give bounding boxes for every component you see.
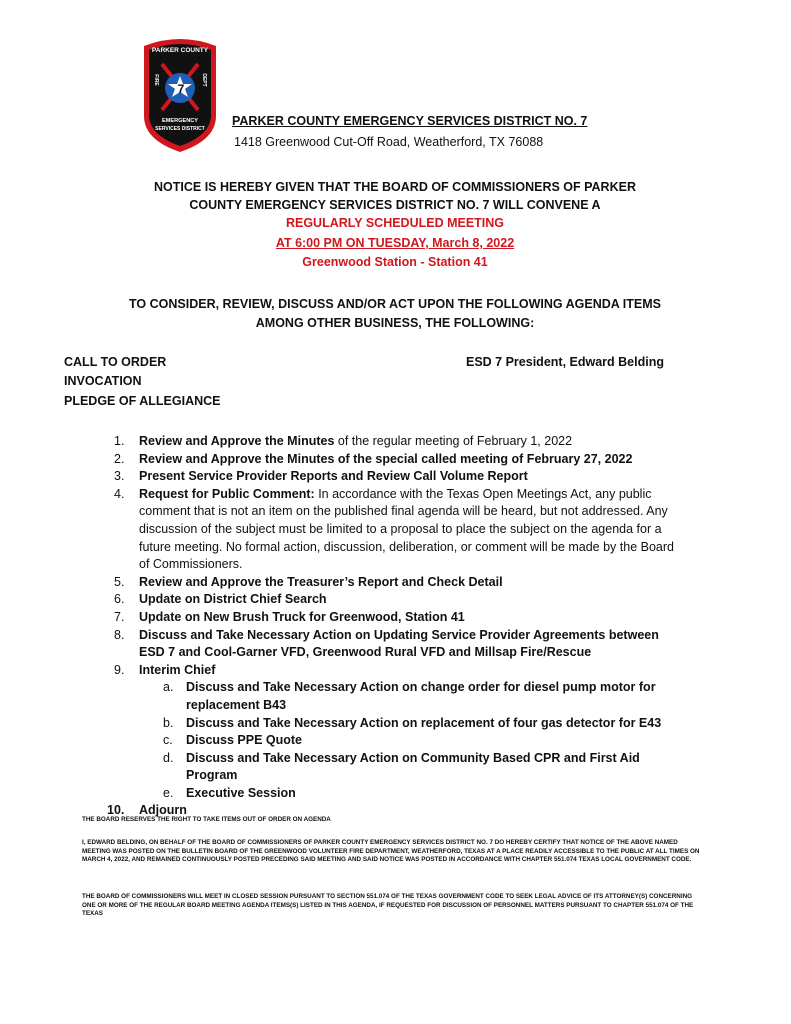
consider-line-1: TO CONSIDER, REVIEW, DISCUSS AND/OR ACT UPON THE FOLLOWING AGENDA ITEMS (129, 297, 661, 311)
logo-bottom-line2: SERVICES DISTRICT (155, 126, 205, 132)
pledge-of-allegiance: PLEDGE OF ALLEGIANCE (64, 394, 221, 408)
sub-item: c. Discuss PPE Quote (163, 733, 303, 748)
agenda-item: 5. Review and Approve the Treasurer’s Report and Check Detail (114, 574, 503, 589)
agenda-item: 8. Discuss and Take Necessary Action on Updating Service Provider Agreements between ESD 7 and Cool-Garner VFD, Greenwood Rural VFD and Millsap Fire/Rescue (114, 627, 659, 660)
sub-item: b. Discuss and Take Necessary Action on replacement of four gas detector for E43 (163, 715, 662, 730)
reserve-right-notice: THE BOARD RESERVES THE RIGHT TO TAKE ITEMS OUT OF ORDER ON AGENDA (82, 816, 331, 823)
closed-session-notice: THE BOARD OF COMMISSIONERS WILL MEET IN CLOSED SESSION PURSUANT TO SECTION 551.074 OF THE TEXAS GOVERNMENT CODE TO SEEK LEGAL ADVICE OF ITS ATTORNEY(S) CONCERNING ONE OR MORE OF THE REGULAR BOARD MEETING AGENDA ITEMS(S) LISTED IN THIS AGENDA, IF REQUESTED FOR DISCUSSION OF PERSONNEL MATTERS PURSUANT TO CHAPTER 551.074 OF THE TEXAS (82, 893, 694, 918)
sub-item: a. Discuss and Take Necessary Action on change order for diesel pump motor for replacement B43 (163, 680, 656, 712)
logo-number: 7 (177, 82, 185, 96)
notice-line-1: NOTICE IS HEREBY GIVEN THAT THE BOARD OF COMMISSIONERS OF PARKER (154, 180, 636, 194)
presiding-officer: ESD 7 President, Edward Belding (466, 355, 664, 369)
agenda-item: 1. Review and Approve the Minutes of the regular meeting of February 1, 2022 (114, 434, 573, 448)
agenda-item-adjourn: 10. Adjourn (107, 803, 187, 818)
interim-chief-sublist (139, 679, 674, 802)
esd7-logo (140, 36, 220, 154)
consider-line-2: AMONG OTHER BUSINESS, THE FOLLOWING: (255, 316, 535, 330)
agenda-item: 7. Update on New Brush Truck for Greenwood, Station 41 (114, 609, 465, 624)
district-address: 1418 Greenwood Cut-Off Road, Weatherford, TX 76088 (234, 135, 544, 149)
meeting-location: Greenwood Station - Station 41 (302, 255, 488, 269)
sub-item: d. Discuss and Take Necessary Action on Community Based CPR and First Aid Program (163, 750, 640, 783)
sub-item: e. Executive Session (163, 785, 296, 800)
agenda-item: 2. Review and Approve the Minutes of the special called meeting of February 27, 2022 (114, 451, 633, 466)
logo-right-text: DEPT (201, 73, 207, 87)
agenda-item: 9. Interim Chief a. Discuss and Take Necessary Action on change order for diesel pump motor for replacement B43 b. Discuss and Take Necessary Action on replacement of four gas detector for E43 c. Discuss PPE Quote d. Discuss and Take Necessary Action on Community Based CPR and First Aid Program e. Executive Session (114, 662, 674, 803)
certification-notice: I, EDWARD BELDING, ON BEHALF OF THE BOARD OF COMMISSIONERS OF PARKER COUNTY EMERGENCY SERVICES DISTRICT NO. 7 DO HEREBY CERTIFY THAT NOTICE OF THE ABOVE NAMED MEETING WAS POSTED ON THE BULLETIN BOARD OF THE GREENWOOD VOLUNTEER FIRE DEPARTMENT, WEATHERFORD, TEXAS AT A PLACE READILY ACCESSIBLE TO THE PUBLIC AT ALL TIMES ON MARCH 4, 2022, AND REMAINED CONTINUOUSLY POSTED PRECEDING SAID MEETING AND SAID NOTICE WAS POSTED IN ACCORDANCE WITH CHAPTER 551.074 TEXAS LOCAL GOVERNMENT CODE. (82, 839, 700, 864)
invocation: INVOCATION (64, 374, 142, 388)
logo-top-text: PARKER COUNTY (151, 47, 209, 54)
meeting-type: REGULARLY SCHEDULED MEETING (285, 216, 505, 230)
agenda-item: 3. Present Service Provider Reports and Review Call Volume Report (114, 469, 528, 484)
agenda-item: 4. Request for Public Comment: In accordance with the Texas Open Meetings Act, any public comment that is not an item on the published final agenda will be heard, but not addressed. Any discussion of the subject must be limited to a proposal to place the subject on the agenda for a future meeting. No formal action, discussion, deliberation, or comment will be made by the Board of Commissioners. (114, 486, 674, 572)
logo-bottom-line1: EMERGENCY (161, 118, 199, 124)
notice-line-2: COUNTY EMERGENCY SERVICES DISTRICT NO. 7 WILL CONVENE A (189, 198, 601, 212)
district-title: PARKER COUNTY EMERGENCY SERVICES DISTRICT NO. 7 (232, 114, 588, 128)
call-to-order: CALL TO ORDER (64, 355, 167, 369)
logo-left-text: FIRE (153, 74, 159, 86)
agenda-item: 6. Update on District Chief Search (114, 592, 327, 607)
meeting-datetime: AT 6:00 PM ON TUESDAY, March 8, 2022 (275, 236, 515, 250)
